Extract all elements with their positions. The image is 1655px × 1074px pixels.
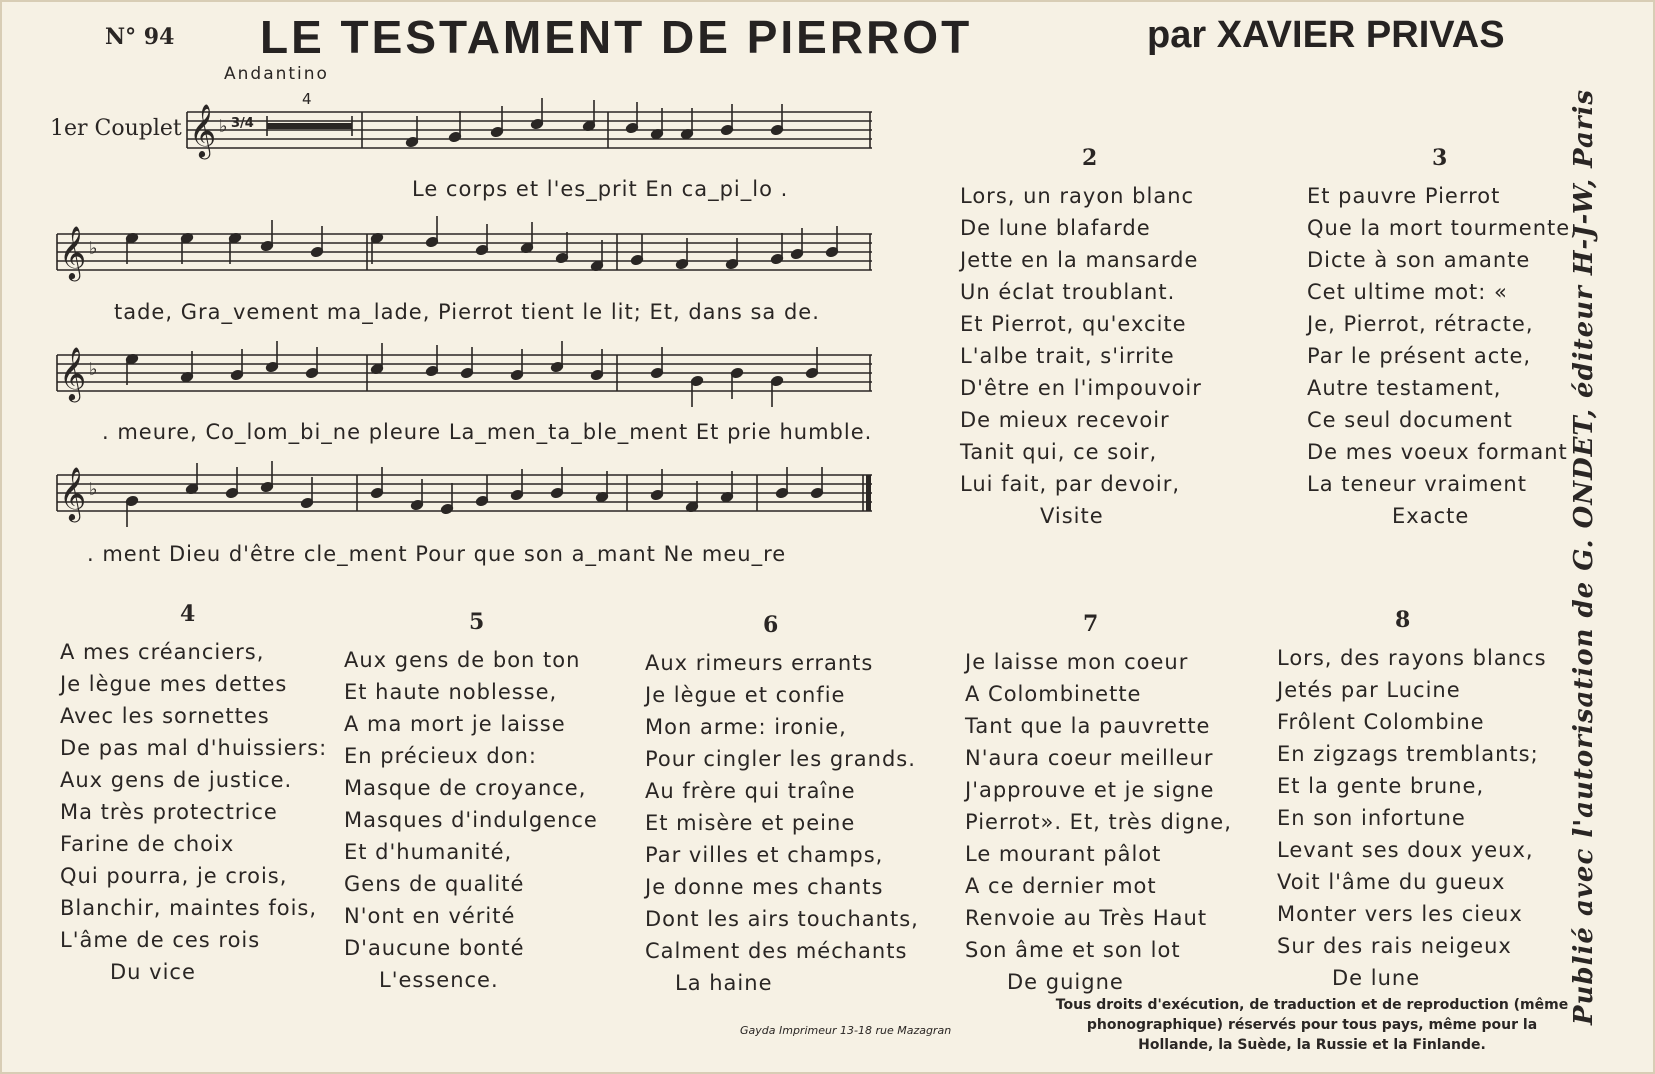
- verse-number: 6: [763, 612, 780, 638]
- verse-line: A ce dernier mot: [965, 874, 1157, 898]
- verse-7: [965, 608, 1232, 998]
- verse-line: Lui fait, par devoir,: [960, 472, 1181, 496]
- verse-line: Cet ultime mot: «: [1307, 280, 1508, 304]
- verse-line: Sur des rais neigeux: [1277, 934, 1512, 958]
- verse-line: De lune blafarde: [960, 216, 1151, 240]
- verse-line: D'être en l'impouvoir: [960, 376, 1202, 400]
- verse-line: Jette en la mansarde: [960, 248, 1199, 272]
- verse-line: D'aucune bonté: [344, 936, 525, 960]
- verse-line: Par villes et champs,: [645, 843, 884, 867]
- verse-line: Levant ses doux yeux,: [1277, 838, 1534, 862]
- verse-line: Aux gens de justice.: [60, 768, 293, 792]
- verse-line: Pierrot». Et, très digne,: [965, 810, 1232, 834]
- publisher-credit: Publié avec l'autorisation de G. ONDET, éditeur H-J-W, Paris: [1569, 88, 1599, 1026]
- verse-last-word: La haine: [675, 971, 773, 995]
- verse-line: Jetés par Lucine: [1277, 678, 1461, 702]
- verse-line: Et pauvre Pierrot: [1307, 184, 1501, 208]
- verse-number: 4: [180, 601, 197, 627]
- flat-icon: ♭: [219, 116, 228, 137]
- verse-line: Lors, un rayon blanc: [960, 184, 1195, 208]
- treble-clef-icon: 𝄞: [59, 466, 87, 520]
- note-group-2: [125, 216, 838, 272]
- author: par XAVIER PRIVAS: [1147, 14, 1505, 56]
- verse-8: [1277, 604, 1547, 994]
- verse-last-word: Du vice: [110, 960, 196, 984]
- verse-line: En précieux don:: [344, 744, 537, 768]
- verse-line: Un éclat troublant.: [960, 280, 1176, 304]
- verse-line: L'albe trait, s'irrite: [960, 344, 1175, 368]
- final-barline: [866, 475, 871, 511]
- verse-line: Dicte à son amante: [1307, 248, 1531, 272]
- rest-count: 4: [302, 90, 312, 108]
- verse-line: Je lègue et confie: [645, 683, 846, 707]
- lyrics-line-3: . meure, Co_lom_bi_ne pleure La_men_ta_ble_ment Et prie humble.: [102, 420, 873, 444]
- printer-credit: Gayda Imprimeur 13-18 rue Mazagran: [740, 1024, 952, 1037]
- verse-line: Renvoie au Très Haut: [965, 906, 1208, 930]
- verse-line: N'aura coeur meilleur: [965, 746, 1214, 770]
- verse-line: Monter vers les cieux: [1277, 902, 1523, 926]
- verse-number: 8: [1395, 607, 1412, 633]
- verse-line: Par le présent acte,: [1307, 344, 1532, 368]
- verse-3: [1307, 142, 1578, 532]
- verse-line: Son âme et son lot: [965, 938, 1181, 962]
- verse-6: [645, 609, 919, 999]
- verse-line: En son infortune: [1277, 806, 1466, 830]
- verse-line: De mes voeux formant: [1307, 440, 1568, 464]
- lyrics-line-1: Le corps et l'es_prit En ca_pi_lo .: [412, 177, 789, 201]
- song-title: LE TESTAMENT DE PIERROT: [260, 11, 973, 63]
- verse-line: Aux rimeurs errants: [645, 651, 874, 675]
- verse-line: Que la mort tourmente,: [1307, 216, 1578, 240]
- verse-line: Mon arme: ironie,: [645, 715, 847, 739]
- verse-number: 2: [1082, 145, 1099, 171]
- verse-line: Lors, des rayons blancs: [1277, 646, 1547, 670]
- verse-line: Avec les sornettes: [60, 704, 270, 728]
- verse-line: Et haute noblesse,: [344, 680, 558, 704]
- verse-line: Le mourant pâlot: [965, 842, 1162, 866]
- verse-line: L'âme de ces rois: [60, 928, 261, 952]
- lyrics-line-2: tade, Gra_vement ma_lade, Pierrot tient le lit; Et, dans sa de.: [114, 300, 820, 324]
- verse-line: Je laisse mon coeur: [965, 650, 1189, 674]
- music-staff-2: [57, 224, 872, 284]
- verse-line: Frôlent Colombine: [1277, 710, 1485, 734]
- verse-line: A mes créanciers,: [60, 640, 265, 664]
- verse-line: Masque de croyance,: [344, 776, 587, 800]
- verse-line: A Colombinette: [965, 682, 1142, 706]
- verse-line: J'approuve et je signe: [965, 778, 1215, 802]
- music-staff-1: [187, 102, 872, 162]
- verse-line: Dont les airs touchants,: [645, 907, 919, 931]
- verse-line: Ma très protectrice: [60, 800, 278, 824]
- flat-icon: ♭: [89, 479, 98, 500]
- verse-line: Pour cingler les grands.: [645, 747, 916, 771]
- lyrics-line-4: . ment Dieu d'être cle_ment Pour que son a_mant Ne meu_re: [87, 542, 787, 566]
- verse-line: N'ont en vérité: [344, 904, 516, 928]
- verse-last-word: De lune: [1332, 966, 1421, 990]
- verse-last-word: L'essence.: [379, 968, 499, 992]
- treble-clef-icon: 𝄞: [189, 103, 217, 157]
- verse-line: A ma mort je laisse: [344, 712, 566, 736]
- verse-number: 3: [1432, 145, 1449, 171]
- verse-line: Et la gente brune,: [1277, 774, 1485, 798]
- flat-icon: ♭: [89, 238, 98, 259]
- first-couplet-label: 1er Couplet: [50, 116, 182, 141]
- verse-last-word: Exacte: [1392, 504, 1470, 528]
- note-group-4: [125, 461, 823, 527]
- card-number: N° 94: [105, 24, 175, 50]
- treble-clef-icon: 𝄞: [59, 346, 87, 400]
- verse-line: Au frère qui traîne: [645, 779, 856, 803]
- verse-line: Et misère et peine: [645, 811, 856, 835]
- verse-number: 5: [469, 609, 486, 635]
- music-staff-3: [57, 345, 872, 405]
- note-group-3: [125, 341, 818, 407]
- verse-line: Gens de qualité: [344, 872, 525, 896]
- verse-last-word: Visite: [1040, 504, 1104, 528]
- music-staff-4: [57, 465, 872, 525]
- flat-icon: ♭: [89, 359, 98, 380]
- verse-line: Et d'humanité,: [344, 840, 513, 864]
- verse-line: Qui pourra, je crois,: [60, 864, 288, 888]
- verse-line: Ce seul document: [1307, 408, 1513, 432]
- verse-line: Blanchir, maintes fois,: [60, 896, 318, 920]
- verse-line: Aux gens de bon ton: [344, 648, 581, 672]
- verse-line: Masques d'indulgence: [344, 808, 598, 832]
- whole-rest-icon: [267, 123, 352, 129]
- verse-5: [344, 606, 598, 996]
- verse-number: 7: [1083, 611, 1100, 637]
- rights-notice: Tous droits d'exécution, de traduction et de reproduction (même phonographique) réservés pour tous pays, même pour la Hollande, la Suède, la Russie et la Finlande.: [1055, 997, 1569, 1053]
- verse-line: Je, Pierrot, rétracte,: [1307, 312, 1534, 336]
- verse-2: [960, 142, 1202, 532]
- time-signature: 3/4: [231, 116, 254, 131]
- verse-line: De mieux recevoir: [960, 408, 1170, 432]
- verse-line: Et Pierrot, qu'excite: [960, 312, 1187, 336]
- verse-line: Autre testament,: [1307, 376, 1502, 400]
- verse-line: Farine de choix: [60, 832, 235, 856]
- verse-line: La teneur vraiment: [1307, 472, 1527, 496]
- note-group-1: [405, 98, 783, 148]
- verse-line: Je lègue mes dettes: [60, 672, 288, 696]
- verse-line: En zigzags tremblants;: [1277, 742, 1539, 766]
- treble-clef-icon: 𝄞: [59, 225, 87, 279]
- verse-line: Tanit qui, ce soir,: [960, 440, 1158, 464]
- verse-line: Calment des méchants: [645, 939, 908, 963]
- verse-line: De pas mal d'huissiers:: [60, 736, 328, 760]
- verse-line: Tant que la pauvrette: [965, 714, 1211, 738]
- tempo-marking: Andantino: [224, 64, 329, 84]
- verse-last-word: De guigne: [1007, 970, 1124, 994]
- verse-line: Voit l'âme du gueux: [1277, 870, 1506, 894]
- verse-4: [60, 598, 327, 988]
- verse-line: Je donne mes chants: [645, 875, 884, 899]
